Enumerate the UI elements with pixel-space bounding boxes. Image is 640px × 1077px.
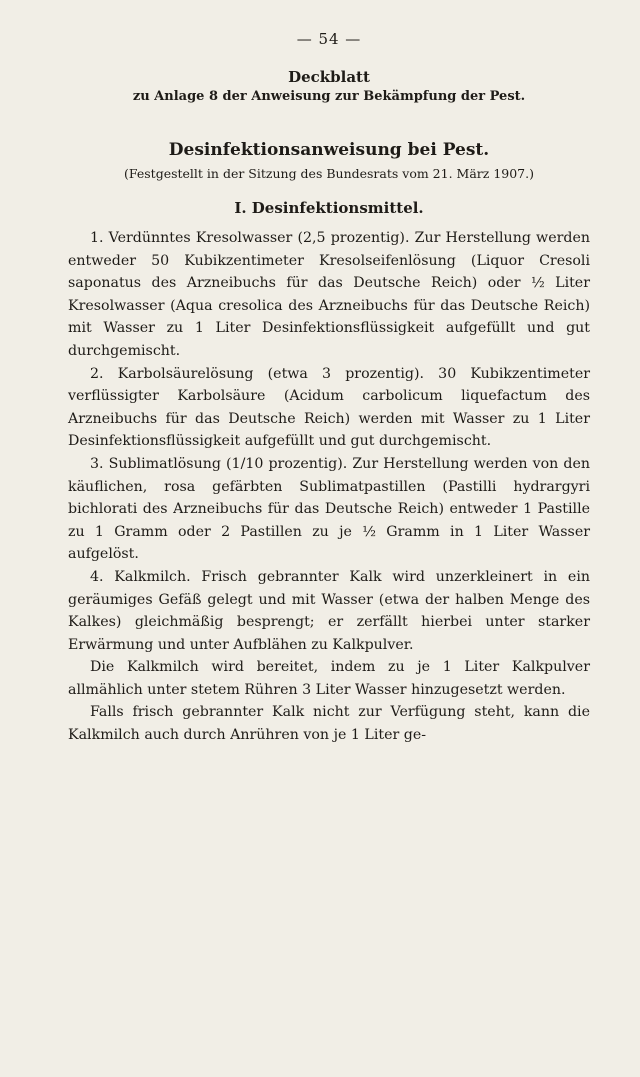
paragraph: 2. Karbolsäurelösung (etwa 3 prozentig). 30 Kubikzentimeter verflüssigter Karbolsäure (Acidum carbolicum liquefactum des Arzneibuchs für das Deutsche Reich) werden mit Wasser zu 1 Liter Desinfektionsflüssigkeit aufgefüllt und gut durchgemischt. (68, 365, 590, 450)
section-heading: I. Desinfektionsmittel. (234, 199, 424, 217)
paragraph: 1. Verdünntes Kresolwasser (2,5 prozentig). Zur Herstellung werden entweder 50 Kubikzentimeter Kresolseifenlösung (Liquor Cresoli saponatus des Arzneibuchs für das Deutsche Reich) oder ½ Liter Kresolwasser (Aqua cresolica des Arzneibuchs für das Deutsche Reich) mit Wasser zu 1 Liter Desinfektionsflüssigkeit aufgefüllt und gut durchgemischt. (68, 230, 590, 359)
paragraph: 3. Sublimatlösung (1/10 prozentig). Zur Herstellung werden von den käuflichen, rosa gefärbten Sublimatpastillen (Pastilli hydrargyri bichlorati des Arzneibuchs für das Deutsche Reich) entweder 1 Pastille zu 1 Gramm oder 2 Pastillen zu je ½ Gramm in 1 Liter Wasser aufgelöst. (68, 455, 590, 563)
paragraph: 4. Kalkmilch. Frisch gebrannter Kalk wird unzerkleinert in ein geräumiges Gefäß gelegt und mit Wasser (etwa der halben Menge des Kalkes) gleichmäßig besprengt; er zerfällt hierbei unter starker Erwärmung und unter Aufblähen zu Kalkpulver. (68, 568, 590, 653)
deckblatt-subtitle: zu Anlage 8 der Anweisung zur Bekämpfung der Pest. (132, 89, 526, 104)
fixed-note: (Festgestellt in der Sitzung des Bundesrats vom 21. März 1907.) (124, 166, 534, 181)
paragraph: Falls frisch gebrannter Kalk nicht zur Verfügung steht, kann die Kalkmilch auch durch Anrühren von je 1 Liter ge- (68, 704, 590, 744)
paragraph: Die Kalkmilch wird bereitet, indem zu je 1 Liter Kalkpulver allmählich unter stetem Rühren 3 Liter Wasser hinzugesetzt werden. (68, 659, 590, 698)
document-title: Desinfektionsanweisung bei Pest. (168, 140, 490, 160)
page-number: — 54 — (296, 30, 362, 48)
deckblatt-heading: Deckblatt (288, 68, 370, 86)
document-page (68, 30, 590, 747)
